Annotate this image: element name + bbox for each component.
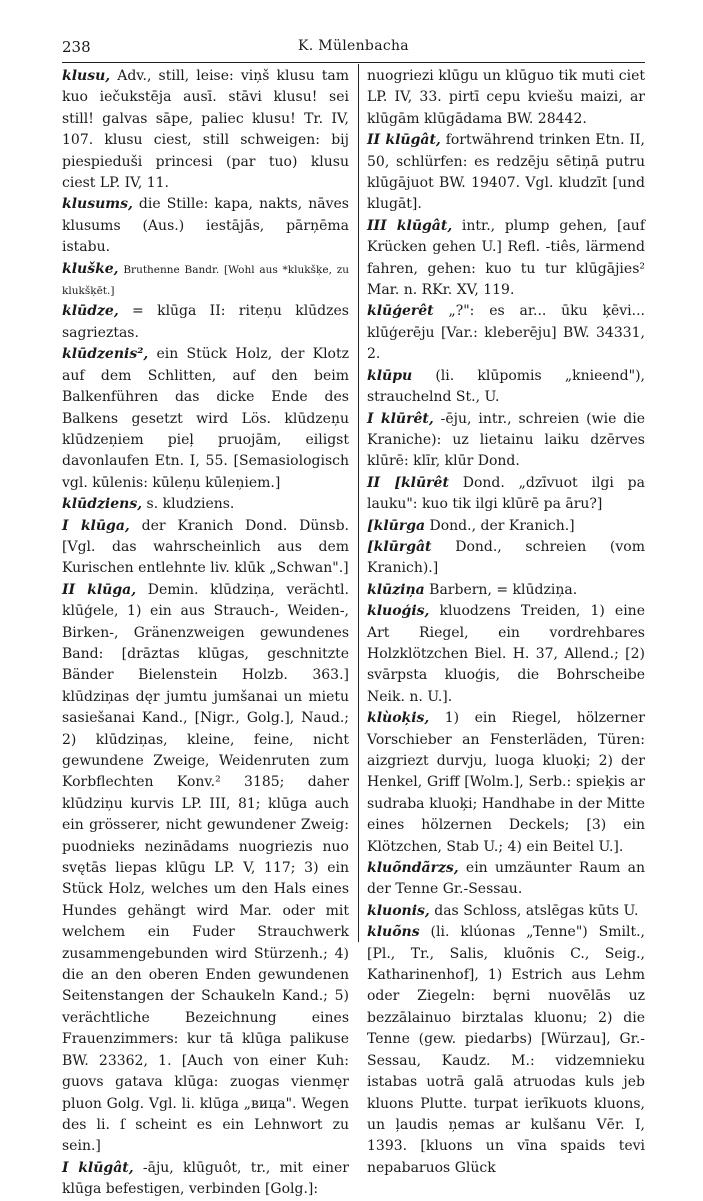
dictionary-entry	[367, 537, 645, 580]
dictionary-entry	[62, 494, 349, 515]
dictionary-entry	[367, 130, 645, 216]
entry-headword: kluonis,	[367, 902, 430, 919]
dictionary-entry	[367, 922, 645, 1179]
entry-text: = klūga II: riteņu klūdzes sagrieztas.	[62, 303, 349, 341]
entry-text: Dond., der Kranich.]	[425, 517, 575, 534]
entry-text: -ēju, intr., schreien (wie die Kraniche): uz lietainu laiku dzērves klūrē: klīr, klūr Dond.	[367, 410, 646, 470]
entry-text: fortwährend trinken Etn. II, 50, schlürfen: es redzēju sētiņā putru klūgājuot BW. 19407. Vgl. kludzīt [und klugāt].	[367, 132, 646, 213]
dictionary-entry	[367, 473, 645, 516]
dictionary-entry	[367, 301, 645, 365]
dictionary-entry	[367, 708, 645, 858]
entry-text: Barbern, = klūdziņa.	[424, 581, 578, 598]
dictionary-entry	[367, 580, 645, 601]
entry-text: ein umzäunter Raum an der Tenne Gr.-Sessau.	[367, 860, 645, 898]
entry-text: Demin. klūdziņa, verächtl. klūģele, 1) ein aus Strauch-, Weiden-, Birken-, Gränenzweigen gewundenes Band: [drāztas klūgas, geschnitzte Bänder Bielenstein Holzb. 363.] klūdziņas dęr jumtu jumšanai un mietu sasiešanai Kand., [Nigr., Golg.], Naud.; 2) klūdziņas, kleine, feine, nicht gewundene Zweige, Weidenruten zum Korbflechten Konv.² 3185; daher klūdziņu kurvis LP. III, 81; klūga auch ein grösserer, nicht gewundener Zweig: puodnieks nezinādams nuogriezis nuo svętās liepas klūgu LP. V, 117; 3) ein Stück Holz, welches um den Hals eines Hundes gehängt wird Mar. oder mit welchem ein Fuder Strauchwerk zusammengebunden wird Stürzenh.; 4) die an den oberen Enden gewundenen Seitenstangen der Schaukeln Kand.; 5) verächtliche Bezeichnung eines Frauenzimmers: kur tā klūga palikuse BW. 23362, 1. [Auch von einer Kuh: guovs gatava klūga: zuogas vienmęr pluon Golg. Vgl. li. klūga „вица". Wegen des li. ſ scheint es ein Lehnwort zu sein.]	[62, 581, 349, 1155]
entry-headword: klùoķis,	[367, 710, 430, 727]
dictionary-entry	[367, 601, 645, 708]
running-title: K. Mülenbacha	[298, 38, 409, 54]
dictionary-entry	[367, 409, 645, 473]
dictionary-entry	[367, 516, 645, 537]
entry-headword: III klūgât,	[367, 217, 453, 234]
dictionary-entry	[62, 516, 349, 580]
entry-headword: II klūgât,	[367, 132, 441, 149]
entry-headword: kluõns	[367, 924, 420, 941]
dictionary-entry	[367, 66, 645, 130]
entry-headword: klūdziens,	[62, 496, 143, 513]
entry-headword: kluõndãrzs,	[367, 860, 459, 877]
entry-text: Dond. „dzīvuot ilgi pa lauku": kuo tik ilgi klūrē pa āru?]	[367, 474, 645, 513]
column-divider	[358, 64, 359, 942]
entry-text: das Schloss, atslēgas kūts U.	[429, 902, 639, 919]
entry-headword: klusums,	[62, 196, 133, 213]
right-column	[367, 66, 645, 1179]
dictionary-entry	[62, 301, 349, 344]
entry-headword: klūdze,	[62, 303, 119, 320]
entry-headword: [klūrgât	[367, 538, 432, 555]
page-number: 238	[62, 38, 91, 56]
page-header	[62, 38, 645, 62]
left-column	[62, 66, 349, 1201]
dictionary-entry	[367, 216, 645, 302]
dictionary-entry	[62, 580, 349, 1158]
entry-text: ein Stück Holz, der Klotz auf dem Schlitten, auf den beim Balkenführen das dicke Ende des Balkens gesetzt wird Lös. klūdzeņu klūdzeņiem pieļ pruojām, eiligst davonlaufen Etn. I, 55. [Semasiologisch vgl. kūlenis: kūleņu kūleņiem.]	[62, 346, 349, 491]
entry-headword: klūdzenis²,	[62, 346, 149, 363]
entry-text: (li. klúonas „Tenne") Smilt., [Pl., Tr., Salis, kluõnis C., Seig., Katharinenhof], 1) Estrich aus Lehm oder Ziegeln: bęrni nuovēlās uz bezzālainuo birztalas kluonu; 2) die Tenne (gew. piedarbs) [Würzau], Gr.-Sessau, Kaudz. M.: vidzemnieku istabas uotrā galā atruodas kuls jeb kluons Plutte. turpat ierīkuots kluons, un ļaudis ņemas ar kulšanu Vēr. I, 1393. [kluons un vīna spaids tevi nepabaruos Glück	[367, 924, 645, 1176]
entry-text: die Stille: kapa, nakts, nāves klusums (Aus.) iestājās, pārņēma istabu.	[62, 196, 349, 256]
dictionary-entry	[62, 259, 349, 302]
entry-text: s. kludziens.	[142, 496, 235, 513]
entry-text: Bruthenne Bandr. [Wohl aus *klukšķe, zu klukšķēt.]	[62, 263, 349, 298]
entry-text: (li. klūpomis „knieend"), strauchelnd St., U.	[367, 367, 645, 406]
entry-headword: I klūrêt,	[367, 410, 434, 427]
entry-text: Adv., still, leise: viņš klusu tam kuo iečukstēja ausī. stāvi klusu! sei still! galvas sāpe, paliec klusu! Tr. IV, 107. klusu ciest, still schweigen: bij piespieduši princesi (par tuo) klusu ciest LP. IV, 11.	[62, 68, 349, 192]
entry-headword: klūziņa	[367, 581, 425, 598]
entry-text: intr., plump gehen, [auf Krücken gehen U.] Refl. -tiês, lärmend fahren, gehen: kuo tu tur klūgājies² Mar. n. RKr. XV, 119.	[367, 217, 645, 299]
dictionary-entry	[62, 66, 349, 194]
entry-headword: kluoģis,	[367, 603, 430, 620]
dictionary-entry	[62, 194, 349, 258]
entry-text: 1) ein Riegel, hölzerner Vorschieber an Fensterläden, Türen: aizgriezt durvju, luoga kluoķi; 2) der Henkel, Griff [Wolm.], Serb.: spieķis ar sudraba kluoķi; Handhabe in der Mitte eines hölzernen Deckels; [3) ein Klötzchen, Stab U.; 4) ein Beitel U.].	[367, 710, 645, 855]
dictionary-entry	[62, 344, 349, 494]
entry-headword: [klūrga	[367, 517, 426, 534]
entry-headword: I klūga,	[62, 517, 130, 534]
entry-text: Dond., schreien (vom Kranich).]	[367, 538, 645, 577]
entry-text: nuogriezi klūgu un klūguo tik muti ciet LP. IV, 33. pirtī cepu kviešu maizi, ar klūgām klūgādama BW. 28442.	[367, 68, 645, 127]
dictionary-entry	[367, 366, 645, 409]
dictionary-entry	[367, 858, 645, 901]
entry-text: der Kranich Dond. Dünsb. [Vgl. das wahrscheinlich aus dem Kurischen entlehnte liv. klūk „Schwan".]	[62, 517, 349, 577]
dictionary-entry	[367, 901, 645, 922]
entry-text: kluodzens Treiden, 1) eine Art Riegel, ein vordrehbares Holzklötzchen Biel. H. 37, Allend.; [2) svārpsta kluoģis, die Bohrscheibe Neik. n. U.].	[367, 603, 645, 705]
entry-text: „?": es ar... ūku ķēvi... klūģerēju [Var.: kleberēju] BW. 34331, 2.	[367, 303, 645, 363]
entry-headword: II [klūrêt	[367, 474, 449, 491]
entry-headword: I klūgât,	[62, 1159, 134, 1176]
header-rule	[62, 62, 645, 63]
entry-text: -āju, klūguôt, tr., mit einer klūga befestigen, verbinden [Golg.]:	[62, 1159, 349, 1198]
entry-headword: kluške,	[62, 260, 119, 277]
entry-headword: klusu,	[62, 68, 111, 84]
entry-headword: klūģerêt	[367, 303, 434, 320]
dictionary-entry	[62, 1158, 349, 1201]
entry-headword: II klūga,	[62, 581, 137, 598]
entry-headword: klūpu	[367, 367, 413, 384]
